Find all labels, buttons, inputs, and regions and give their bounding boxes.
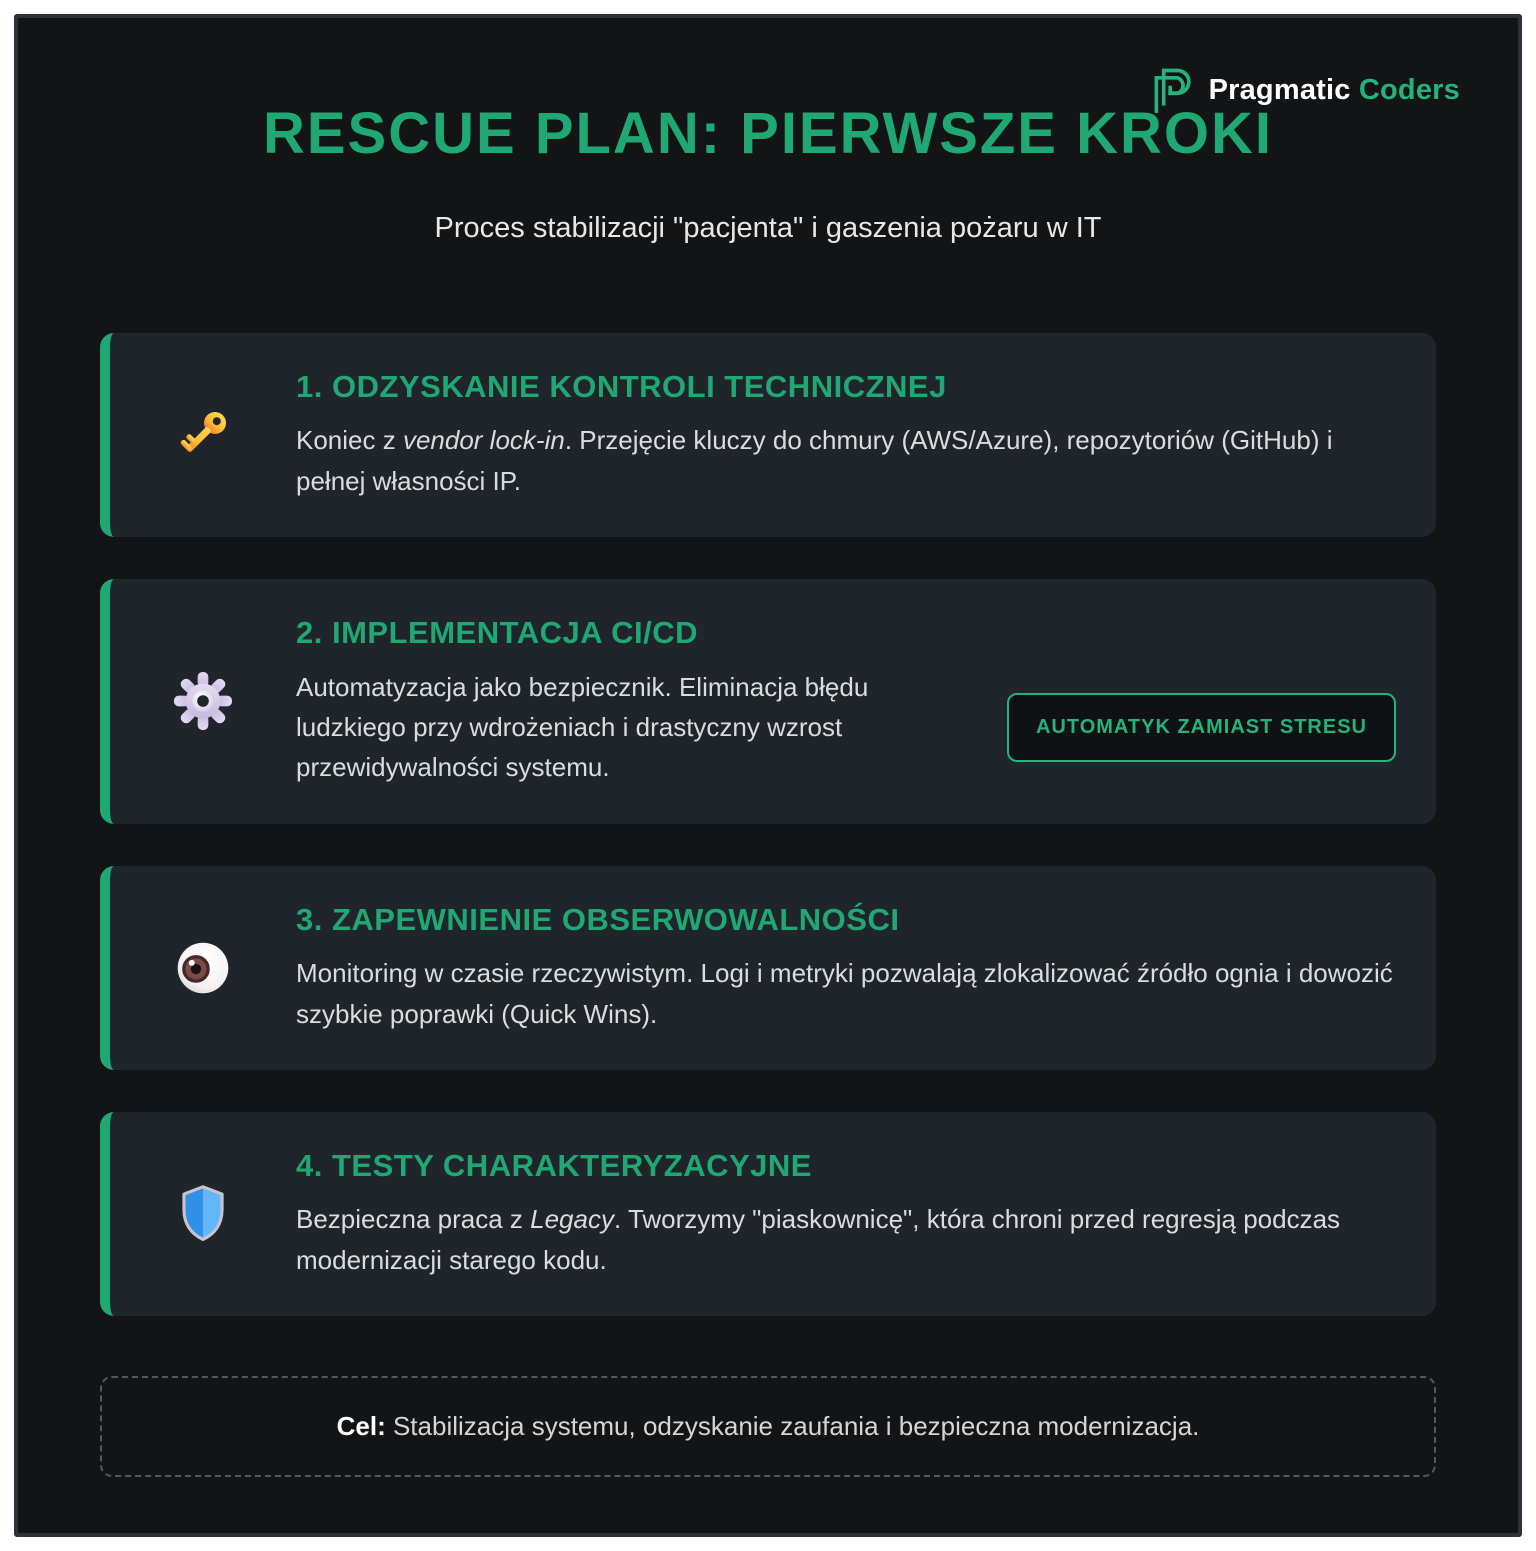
card-body — [296, 953, 1396, 1034]
eye-icon — [110, 938, 296, 998]
goal-label: Cel: — [336, 1411, 386, 1442]
card-title: 3. ZAPEWNIENIE OBSERWOWALNOŚCI — [296, 901, 900, 937]
body-segment: Monitoring w czasie rzeczywistym. Logi i metryki pozwalają zlokalizować źródło ognia i dowozić szybkie poprawki (Quick Wins). — [296, 958, 1393, 1029]
body-segment: Automatyzacja jako bezpiecznik. Eliminacja błędu ludzkiego przy wdrożeniach i drastyczny wzrost przewidywalności systemu. — [296, 671, 869, 783]
body-segment-italic: vendor lock-in — [402, 425, 565, 456]
brand-name — [1209, 74, 1460, 107]
card-body — [296, 1199, 1396, 1280]
body-segment: . Przejęcie kluczy do chmury (AWS/Azure), repozytoriów (GitHub) i pełnej własności IP. — [296, 425, 1333, 496]
card-content — [296, 615, 1396, 788]
gear-icon — [110, 670, 296, 732]
body-segment: Bezpieczna praca z — [296, 1204, 531, 1235]
card-testy-charakteryzacyjne — [100, 1112, 1436, 1316]
body-segment-italic: Legacy — [530, 1204, 614, 1235]
body-segment: Koniec z — [296, 425, 403, 456]
card-title: 2. IMPLEMENTACJA CI/CD — [296, 615, 698, 651]
steps-list — [100, 333, 1436, 1316]
page-title: RESCUE PLAN: PIERWSZE KROKI — [262, 101, 1273, 166]
brand-name-secondary: Coders — [1358, 73, 1460, 106]
card-content — [296, 1148, 1396, 1280]
card-content — [296, 369, 1396, 501]
card-implementacja-cicd — [100, 579, 1436, 824]
card-title: 4. TESTY CHARAKTERYZACYJNE — [296, 1147, 812, 1183]
card-title: 1. ODZYSKANIE KONTROLI TECHNICZNEJ — [296, 368, 947, 404]
brand-name-primary: Pragmatic — [1208, 73, 1351, 106]
goal-statement — [122, 1411, 1414, 1442]
card-content — [296, 902, 1396, 1034]
card-odzyskanie-kontroli — [100, 333, 1436, 537]
card-body — [296, 667, 959, 788]
automatyk-zamiast-stresu-button[interactable]: AUTOMATYK ZAMIAST STRESU — [1007, 693, 1396, 762]
goal-box — [100, 1376, 1436, 1477]
brand-logo — [1145, 64, 1460, 116]
pragmatic-p-monogram-icon — [1145, 64, 1197, 116]
card-obserwowalnosc — [100, 866, 1436, 1070]
goal-text: Stabilizacja systemu, odzyskanie zaufania i bezpieczna modernizacja. — [385, 1411, 1200, 1442]
key-icon — [110, 403, 296, 467]
card-body — [296, 420, 1396, 501]
shield-icon — [110, 1183, 296, 1245]
body-segment: . Tworzymy "piaskownicę", która chroni przed regresją podczas modernizacji starego kodu. — [296, 1204, 1341, 1275]
page-subtitle: Proces stabilizacji "pacjenta" i gaszenia pożaru w IT — [434, 211, 1102, 244]
infographic-frame — [14, 14, 1522, 1537]
